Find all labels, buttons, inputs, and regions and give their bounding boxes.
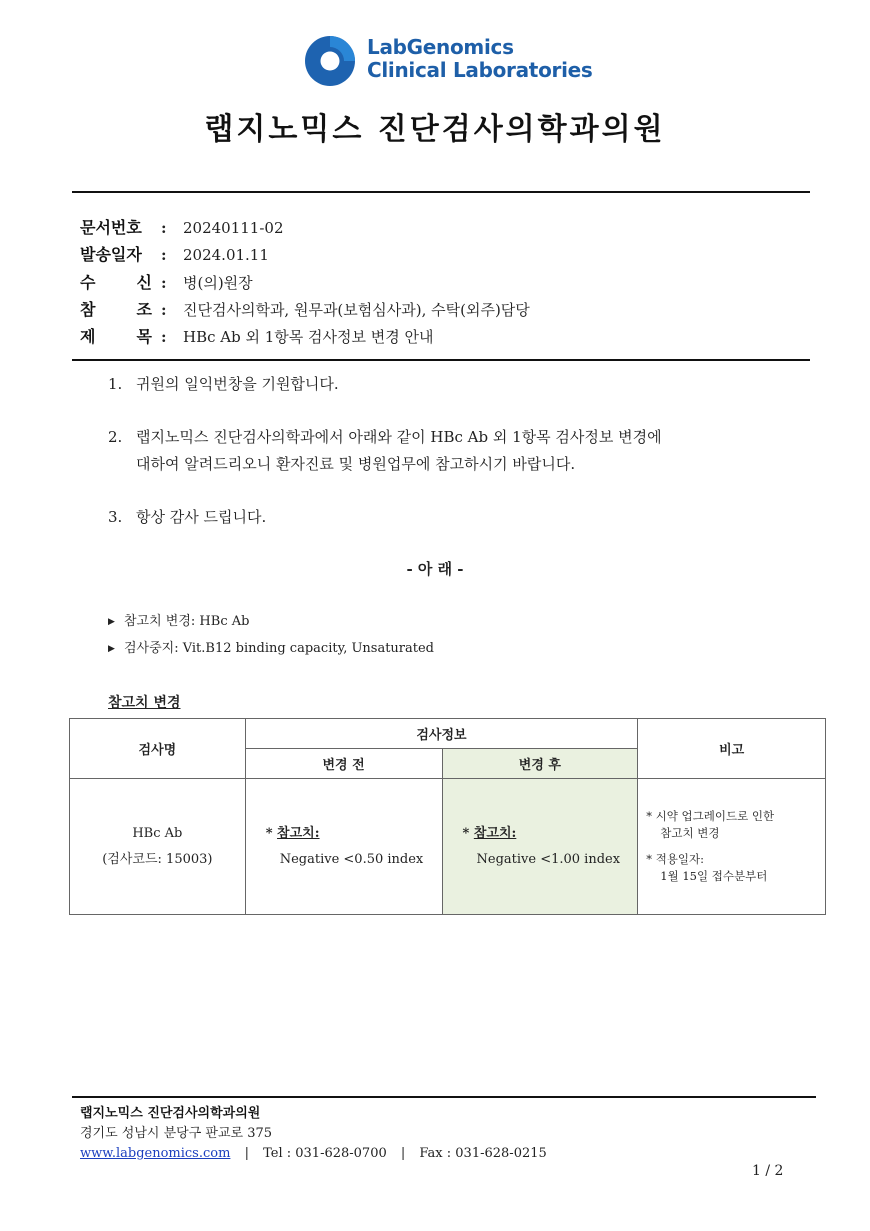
document-meta bbox=[80, 214, 530, 350]
before-label: 참고치: bbox=[277, 825, 320, 841]
list-item-text: 참고치 변경: HBc Ab bbox=[124, 614, 250, 629]
logo-line-1: LabGenomics bbox=[367, 35, 514, 59]
meta-value: 2024.01.11 bbox=[183, 246, 269, 265]
footer bbox=[80, 1104, 547, 1164]
paragraph-number: 2. bbox=[108, 428, 123, 446]
triangle-bullet-icon: ▶ bbox=[108, 644, 115, 654]
labgenomics-logo-icon bbox=[304, 35, 356, 87]
asterisk-icon: * bbox=[646, 809, 656, 823]
remark-item bbox=[646, 851, 825, 885]
cell-after bbox=[442, 779, 638, 915]
paragraph-line: 귀원의 일익번창을 기원합니다. bbox=[136, 375, 339, 393]
remark-line: 참고치 변경 bbox=[660, 826, 720, 840]
list-item bbox=[108, 637, 434, 664]
footer-company-name: 랩지노믹스 진단검사의학과의원 bbox=[80, 1106, 261, 1121]
asterisk-icon: * bbox=[646, 852, 656, 866]
meta-row-recipient: 수 신 : 병(의)원장 bbox=[80, 269, 530, 296]
company-logo bbox=[304, 35, 594, 89]
paragraph-line: 항상 감사 드립니다. bbox=[136, 508, 267, 526]
header-test-name: 검사명 bbox=[70, 719, 246, 779]
asterisk-icon: * bbox=[462, 825, 474, 841]
remark-line: 적용일자: bbox=[655, 852, 704, 866]
section-title: 참고치 변경 bbox=[108, 695, 181, 711]
logo-wordmark bbox=[367, 36, 593, 82]
list-item-text: 검사중지: Vit.B12 binding capacity, Unsaturated bbox=[124, 641, 435, 656]
footer-address: 경기도 성남시 분당구 판교로 375 bbox=[80, 1126, 273, 1141]
header-before: 변경 전 bbox=[245, 749, 442, 779]
remark-line: 1월 15일 접수분부터 bbox=[660, 869, 768, 883]
meta-row-subject: 제 목 : HBc Ab 외 1항목 검사정보 변경 안내 bbox=[80, 323, 530, 350]
notice-heading: - 아 래 - bbox=[406, 560, 464, 578]
cell-before bbox=[245, 779, 442, 915]
remark-item bbox=[646, 808, 825, 842]
footer-contact bbox=[80, 1144, 547, 1164]
meta-key-char: 조 bbox=[136, 299, 152, 319]
meta-key-char: 수 bbox=[80, 272, 96, 292]
website-link[interactable]: www.labgenomics.com bbox=[80, 1146, 231, 1161]
remark-line: 시약 업그레이드로 인한 bbox=[655, 809, 775, 823]
meta-key-spread bbox=[80, 323, 152, 350]
paragraph-number: 1. bbox=[108, 375, 123, 393]
after-value: Negative <1.00 index bbox=[476, 851, 621, 867]
separator: | bbox=[400, 1146, 406, 1161]
table-header-row bbox=[70, 719, 826, 749]
meta-value: HBc Ab 외 1항목 검사정보 변경 안내 bbox=[183, 328, 434, 347]
meta-key-char: 제 bbox=[80, 327, 96, 347]
separator: | bbox=[244, 1146, 249, 1161]
cell-remarks bbox=[638, 779, 826, 915]
paragraph-line: 대하여 알려드리오니 환자진료 및 병원업무에 참고하시기 바랍니다. bbox=[136, 455, 576, 473]
header-test-info: 검사정보 bbox=[245, 719, 638, 749]
paragraph-number: 3. bbox=[108, 508, 123, 526]
header-remarks: 비고 bbox=[638, 719, 826, 779]
before-value: Negative <0.50 index bbox=[279, 851, 424, 867]
cell-test-name bbox=[70, 779, 246, 915]
after-label: 참고치: bbox=[473, 825, 517, 841]
list-item bbox=[108, 610, 434, 637]
meta-value: 진단검사의학과, 원무과(보험심사과), 수탁(외주)담당 bbox=[183, 300, 530, 319]
meta-divider bbox=[72, 359, 810, 361]
meta-key: 발송일자 bbox=[80, 245, 142, 265]
header-after: 변경 후 bbox=[442, 749, 638, 779]
header-divider bbox=[72, 191, 810, 193]
logo-line-2: Clinical Laboratories bbox=[367, 58, 593, 82]
page-number: 1 / 2 bbox=[752, 1163, 784, 1179]
meta-row-send-date: 발송일자 : 2024.01.11 bbox=[80, 241, 530, 268]
change-summary-list bbox=[108, 610, 434, 664]
triangle-bullet-icon: ▶ bbox=[108, 617, 115, 627]
reference-change-table bbox=[69, 718, 826, 915]
paragraph-line: 랩지노믹스 진단검사의학과에서 아래와 같이 HBc Ab 외 1항목 검사정보 변경에 bbox=[136, 428, 662, 446]
meta-key-char: 목 bbox=[136, 327, 152, 347]
meta-key-spread bbox=[80, 269, 152, 296]
meta-key: 문서번호 bbox=[80, 218, 142, 237]
table-row bbox=[70, 779, 826, 915]
asterisk-icon: * bbox=[265, 825, 278, 841]
meta-row-reference: 참 조 : 진단검사의학과, 원무과(보험심사과), 수탁(외주)담당 bbox=[80, 296, 530, 323]
meta-value: 병(의)원장 bbox=[183, 273, 253, 292]
meta-key-spread bbox=[80, 296, 152, 323]
footer-tel: Tel : 031-628-0700 bbox=[263, 1146, 387, 1161]
footer-fax: Fax : 031-628-0215 bbox=[419, 1146, 547, 1161]
meta-key-char: 신 bbox=[136, 272, 152, 292]
meta-key-char: 참 bbox=[80, 299, 96, 319]
footer-divider bbox=[72, 1096, 816, 1098]
meta-value: 20240111-02 bbox=[183, 219, 284, 237]
test-code: (검사코드: 15003) bbox=[102, 851, 213, 867]
test-name: HBc Ab bbox=[132, 825, 183, 841]
document-title: 랩지노믹스 진단검사의학과의원 bbox=[204, 112, 666, 147]
meta-row-doc-number: 문서번호 : 20240111-02 bbox=[80, 214, 530, 241]
